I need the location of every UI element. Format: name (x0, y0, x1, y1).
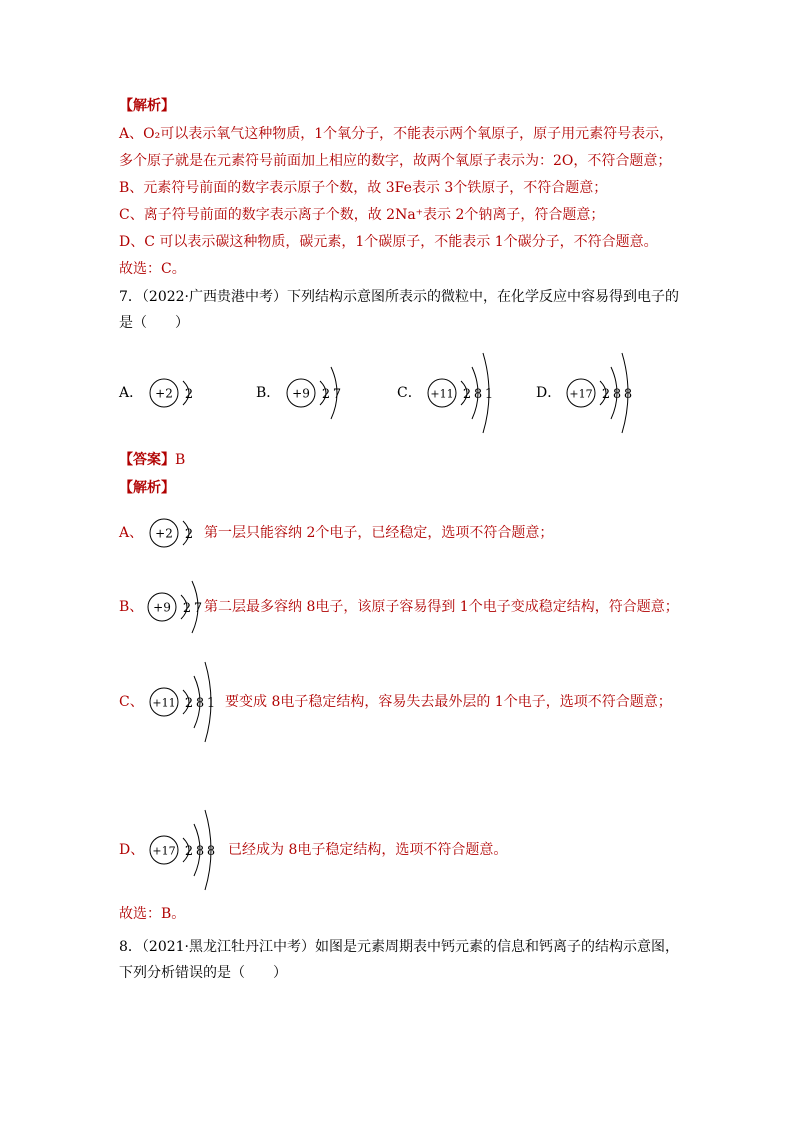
q7-option-d-letter: D． (536, 385, 562, 401)
nucleus-charge: +9 (153, 600, 171, 615)
analysis-2-a-text: 第一层只能容纳 2个电子，已经稳定，选项不符合题意； (204, 525, 554, 541)
analysis-1-conclusion: 故选：C。 (119, 261, 186, 277)
q7-option-a-atom-diagram (148, 372, 209, 414)
q7-option-b-atom-diagram (285, 372, 357, 428)
analysis-1-line-a: A、O₂可以表示氧气这种物质，1个氧分子，不能表示两个氧原子，原子用元素符号表示， (119, 126, 674, 142)
q7-option-c-atom-diagram (426, 372, 509, 442)
electron-count: 2 (184, 844, 194, 859)
analysis-2-b-text: 第二层最多容纳 8电子，该原子容易得到 1个电子变成稳定结构，符合题意； (204, 599, 679, 615)
analysis-2-c-atom-diagram (148, 681, 231, 751)
electron-count: 7 (332, 387, 342, 402)
analysis-2-d-letter: D、 (119, 842, 145, 858)
analysis-1-line-c: C、离子符号前面的数字表示离子个数，故 2Na⁺表示 2个钠离子，符合题意； (119, 207, 605, 223)
analysis-2-d-text: 已经成为 8电子稳定结构，选项不符合题意。 (228, 842, 508, 858)
electron-count: 2 (182, 601, 192, 616)
analysis-2-d-atom-diagram (148, 829, 231, 899)
electron-count: 8 (195, 844, 205, 859)
analysis-1-line-d: D、C 可以表示碳这种物质，碳元素，1个碳原子，不能表示 1个碳分子，不符合题意。 (119, 234, 658, 250)
analysis-2-a-atom-diagram (148, 512, 209, 554)
electron-count: 2 (184, 387, 194, 402)
question-8-stem-line1: 8．（2021·黑龙江牡丹江中考）如图是元素周期表中钙元素的信息和钙离子的结构示意图， (119, 939, 679, 955)
question-7-stem-line1: 7．（2022·广西贵港中考）下列结构示意图所表示的微粒中，在化学反应中容易得到电子的 (119, 289, 679, 305)
question-7-stem-line2: 是（ ） (119, 315, 189, 331)
electron-count: 8 (206, 844, 216, 859)
analysis-1-line-a2: 多个原子就是在元素符号前面加上相应的数字，故两个氧原子表示为：2O，不符合题意； (119, 153, 672, 169)
analysis-1-line-b: B、元素符号前面的数字表示原子个数，故 3Fe表示 3个铁原子，不符合题意； (119, 180, 608, 196)
electron-count: 8 (195, 696, 205, 711)
nucleus-charge: +17 (152, 844, 176, 858)
analysis-2-b-letter: B、 (119, 599, 144, 615)
electron-count: 1 (484, 387, 494, 402)
analysis-heading-1: 【解析】 (119, 98, 175, 114)
q7-option-a-letter: A． (119, 385, 144, 401)
electron-count: 2 (321, 387, 331, 402)
analysis-2-a-letter: A、 (119, 525, 144, 541)
q7-option-b-letter: B． (256, 385, 281, 401)
electron-count: 8 (612, 387, 622, 402)
electron-count: 2 (184, 696, 194, 711)
question-8-stem-line2: 下列分析错误的是（ ） (119, 965, 287, 981)
nucleus-charge: +11 (430, 387, 454, 401)
nucleus-charge: +9 (292, 386, 310, 401)
analysis-2-c-text: 要变成 8电子稳定结构，容易失去最外层的 1个电子，选项不符合题意； (225, 694, 672, 710)
nucleus-charge: +11 (152, 696, 176, 710)
electron-count: 8 (473, 387, 483, 402)
electron-count: 2 (184, 527, 194, 542)
answer-7: 【答案】B (119, 452, 186, 468)
nucleus-charge: +17 (569, 387, 593, 401)
analysis-2-conclusion: 故选：B。 (119, 906, 186, 922)
nucleus-charge: +2 (155, 526, 173, 541)
q7-option-d-atom-diagram (565, 372, 648, 442)
q7-option-c-letter: C． (397, 385, 422, 401)
electron-count: 8 (623, 387, 633, 402)
electron-count: 2 (601, 387, 611, 402)
analysis-heading-2: 【解析】 (119, 480, 175, 496)
analysis-2-c-letter: C、 (119, 694, 144, 710)
electron-count: 1 (206, 696, 216, 711)
electron-count: 2 (462, 387, 472, 402)
nucleus-charge: +2 (155, 386, 173, 401)
electron-count: 7 (193, 601, 203, 616)
